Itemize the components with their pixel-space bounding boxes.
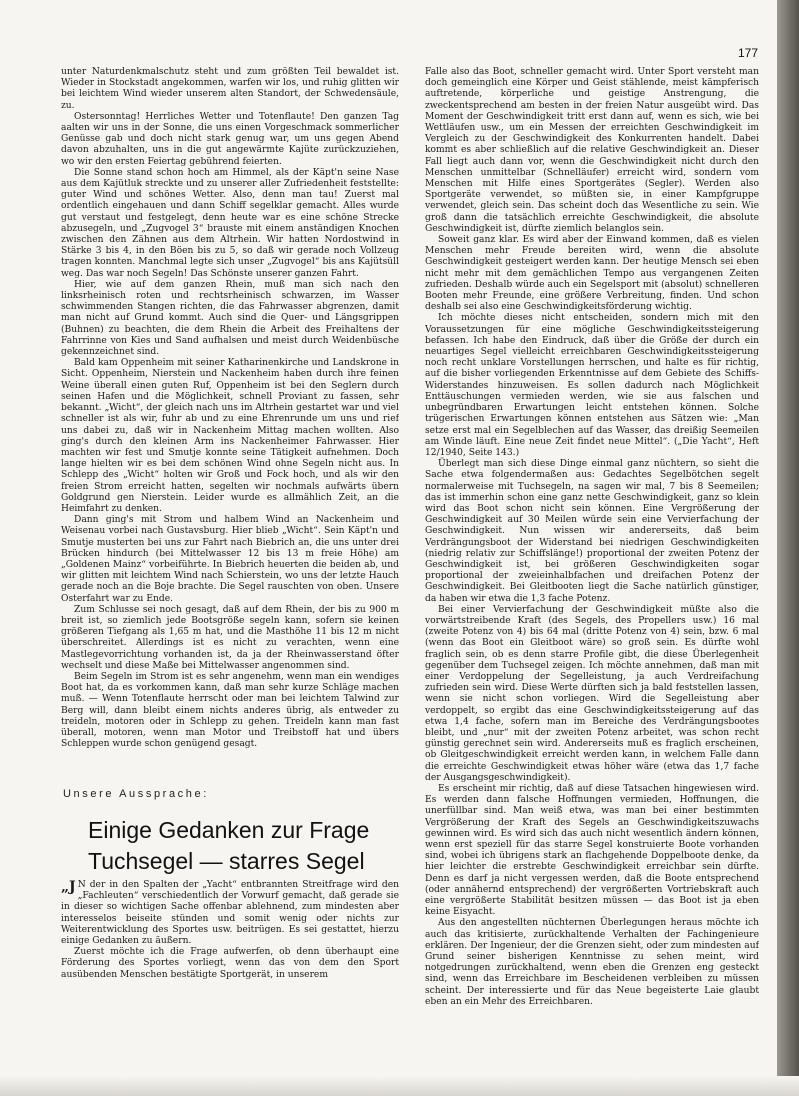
drop-cap: „J [61,880,76,895]
paragraph [61,880,399,947]
paragraph: Überlegt man sich diese Dinge einmal ganz nüchtern, so sieht die Sache etwa folgendermaßen aus: Gedachtes Segelbötchen segelt normalerweise mit Tuchsegeln, na sagen wir mal, 7 bis 8 Seemeilen; das ist immerhin schon eine ganz nette Geschwindigkeit, ganz so klein wird das Boot schon nicht sein können. Eine Vergrößerung der Geschwindigkeit auf 30 Meilen würde sein eine Vervierfachung der Geschwindigkeit. Nun wissen wir andererseits, daß beim Verdrängungsboot der Widerstand bei niedrigen Geschwindigkeiten (niedrig relativ zur Schiffslänge!) proportional der zweiten Potenz der Geschwindigkeit ist, bei größeren Geschwindigkeiten sogar proportional der zweieinhalbfachen und dreifachen Potenz der Geschwindigkeit. Bei Gleitbooten liegt die Sache natürlich günstiger, da haben wir etwa die 1,3 fache Potenz. [425,459,759,604]
paragraph: Ostersonntag! Herrliches Wetter und Totenflaute! Den ganzen Tag aalten wir uns in der Sonne, die uns einen Vorgeschmack sommerlicher Genüsse gab und doch nicht stark genug war, um uns gegen Abend davon abzuhalten, uns in die gut angewärmte Kajüte zurückzuziehen, wo wir den ersten Feiertag gebührend feierten. [61,111,399,167]
paragraph: Dann ging's mit Strom und halbem Wind an Nackenheim und Weisenau vorbei nach Gustavsburg. Hier blieb „Wicht“. Sein Käpt'n und Smutje musterten bei uns zur Fahrt nach Biebrich an, die uns unter drei Brücken hindurch (bei Mittelwasser 12 bis 13 m freie Höhe) am „Goldenen Mainz“ vorbeiführte. In Biebrich heuerten die beiden ab, und wir glitten mit leichtem Wind nach Schierstein, wo uns der letzte Hauch gerade noch an die Boje brachte. Die Segel rauschten von oben. Unsere Osterfahrt war zu Ende. [61,515,399,604]
paragraph-text: N der in den Spalten der „Yacht“ entbrannten Streitfrage wird den „Fachleuten“ verschiedentlich der Vorwurf gemacht, daß gerade sie in dieser so wichtigen Sache offenbar ablehnend, zum mindesten aber interesselos beiseite stünden und somit wenig oder nichts zur Weiterentwicklung des Sportes usw. beitrügen. Es sei gestattet, hierzu einige Gedanken zu äußern. [61,880,399,947]
article-title [88,815,388,877]
paragraph: unter Naturdenkmalschutz steht und zum größten Teil bewaldet ist. Wieder in Stockstadt angekommen, warfen wir los, und ruhig glitten wir bei leichtem Wind wieder unserem alten Standort, der Schwedensäule, zu. [61,67,399,111]
paragraph: Bald kam Oppenheim mit seiner Katharinenkirche und Landskrone in Sicht. Oppenheim, Nierstein und Nackenheim haben durch ihre feinen Weine überall einen guten Ruf, Oppenheim ist bei den Seglern durch seinen Hafen und die Möglichkeit, schnell Proviant zu fassen, sehr bekannt. „Wicht“, der gleich nach uns im Altrhein gestartet war und viel schneller ist als wir, fuhr ab und zu eine Ehrenrunde um uns und rief uns dabei zu, daß wir in Nackenheim Mittag machen wollten. Also ging's durch den kleinen Arm ins Nackenheimer Fahrwasser. Hier machten wir fest und Smutje konnte seine Tätigkeit aufnehmen. Doch lange hielten wir es bei dem schönen Wind ohne Segeln nicht aus. In Schlepp des „Wicht“ holten wir Groß und Fock hoch, und als wir den freien Strom erreicht hatten, segelten wir nochmals aufwärts übern Goldgrund gen Nierstein. Leider wurde es allmählich Zeit, an die Heimfahrt zu denken. [61,358,399,514]
paragraph: Falle also das Boot, schneller gemacht wird. Unter Sport versteht man doch gemeinglich eine Körper und Geist stählende, meist kämpferisch auftretende, körperliche und geistige Anstrengung, die zweckentsprechend am besten in der freien Natur ausgeübt wird. Das Moment der Geschwindigkeit tritt erst dann auf, wenn es sich, wie bei Wettläufen usw., um ein Messen der erreichten Geschwindigkeit im Vergleich zu der Geschwindigkeit des Konkurrenten handelt. Dabei kommt es aber schließlich auf die relative Geschwindigkeit an. Dieser Fall liegt auch dann vor, wenn die Geschwindigkeit nicht durch den Menschen unmittelbar (Schnelläufer) erreicht wird, sondern vom Menschen mit Hilfe eines Sportgerätes (Segler). Werden also Sportgeräte verwendet, so müßten sie, in einer Kampfgruppe verwendet, gleich sein. Das scheint doch das Wesentliche zu sein. Wie groß dann die tatsächlich erreichte Geschwindigkeit, die absolute Geschwindigkeit ist, dürfte ziemlich belanglos sein. [425,67,759,234]
scan-edge-right [777,0,799,1096]
article-title-line: Tuchsegel — starres Segel [88,848,365,874]
paragraph: Die Sonne stand schon hoch am Himmel, als der Käpt'n seine Nase aus dem Kajütluk streckte und zu unserer aller Zufriedenheit feststellte: guter Wind und schönes Wetter. Also, denn man tau! Zuerst mal ordentlich eingehauen und dann Schiff segelklar gemacht. Alles wurde gut verstaut und festgelegt, denn heute war es eine schöne Strecke abzusegeln, und „Zugvogel 3“ brauste mit einem anständigen Knochen zwischen den Zähnen aus dem Altrhein. Wir hatten Nordostwind in Stärke 3 bis 4, in den Böen bis zu 5, so daß wir gerade noch Vollzeug tragen konnten. Manchmal legte sich unser „Zugvogel“ bis ans Kajütsüll weg. Das war noch Segeln! Das Schönste unserer ganzen Fahrt. [61,167,399,279]
article-intro [61,880,399,1060]
right-column [425,67,759,1037]
scan-edge-bottom [0,1076,799,1096]
paragraph: Ich möchte dieses nicht entscheiden, sondern mich mit den Voraussetzungen für eine mögliche Geschwindigkeitssteigerung befassen. Ich habe den Eindruck, daß über die Größe der durch ein neuartiges Segel vielleicht erreichbaren Geschwindigkeitssteigerung noch recht unklare Vorstellungen herrschen, und halte es für richtig, auf die bisher vorliegenden Erkenntnisse auf dem Gebiete des Schiffs-Widerstandes hinzuweisen. Es sollen dadurch nach Möglichkeit Enttäuschungen vermieden werden, wie sie aus falschen und unbegründbaren Erwartungen leicht entstehen können. Solche trügerischen Erwartungen können entstehen aus Sätzen wie: „Man setze erst mal ein Segelblechen auf das Wasser, das dreißig Seemeilen am Winde läuft. Eine neue Zeit findet neue Mittel“. („Die Yacht“, Heft 12/1940, Seite 143.) [425,313,759,458]
paragraph: Aus den angestellten nüchternen Überlegungen heraus möchte ich auch das kritisierte, zurückhaltende Verhalten der Fachingenieure erklären. Der Ingenieur, der die Grenzen sieht, oder zum mindesten auf Grund seiner bisherigen Kenntnisse zu sehen meint, wird notgedrungen zurückhaltend, wenn eben die Grenzen eng gesteckt sind, wenn das Erreichbare im Bescheidenen verbleiben zu müssen scheint. Der interessierte und für das Neue begeisterte Laie glaubt eben an ein Mehr des Erreichbaren. [425,918,759,1007]
page-number: 177 [738,46,759,60]
article-title-line: Einige Gedanken zur Frage [88,817,370,843]
paragraph: Zum Schlusse sei noch gesagt, daß auf dem Rhein, der bis zu 900 m breit ist, so ziemlich jede Bootsgröße segeln kann, sofern sie keinen größeren Tiefgang als 1,65 m hat, und die Masthöhe 11 bis 12 m nicht überschreitet. Allerdings ist es nicht zu verachten, wenn eine Mastlegevorrichtung vorhanden ist, da ja der Rheinwasserstand öfter wechselt und diese Maße bei Mittelwasser angenommen sind. [61,604,399,671]
paragraph: Beim Segeln im Strom ist es sehr angenehm, wenn man ein wendiges Boot hat, da es vorkommen kann, daß man sehr kurze Schläge machen muß. — Wenn Totenflaute herrscht oder man bei leichtem Talwind zur Berg will, dann bleibt einem nichts anderes übrig, als entweder zu treideln, motoren oder in Schlepp zu gehen. Treideln kann man fast überall, motoren, wenn man Motor und Treibstoff hat und übers Schleppen wurde schon genügend gesagt. [61,671,399,750]
paragraph: Soweit ganz klar. Es wird aber der Einwand kommen, daß es vielen Menschen mehr Freude bereiten wird, wenn die absolute Geschwindigkeit gesteigert werden kann. Der heutige Mensch sei eben nicht mehr mit dem gemächlichen Tempo aus vergangenen Zeiten zufrieden. Deshalb würde auch ein Segelsport mit (absolut) schnelleren Booten mehr Freunde, eine größere Verbreitung, finden. Und schon deshalb sei also eine Geschwindigkeitsförderung wichtig. [425,235,759,313]
paragraph: Bei einer Vervierfachung der Geschwindigkeit müßte also die vorwärtstreibende Kraft (des Segels, des Propellers usw.) 16 mal (zweite Potenz von 4) bis 64 mal (dritte Potenz von 4) sein, bzw. 6 mal (wenn das Boot ein Gleitboot wäre) so groß sein. Es dürfte wohl fraglich sein, ob es denn starre Profile gibt, die diese Überlegenheit gegenüber dem Tuchsegel zeigen. Ich möchte annehmen, daß man mit einer Verdoppelung der Segelleistung, ja auch Verdreifachung zufrieden sein wird. Diese Werte dürften sich ja bald feststellen lassen, wenn sie nicht schon vorliegen. Wird die Segelleistung aber verdoppelt, so ergibt das eine Geschwindigkeitssteigerung auf das etwa 1,4 fache, sofern man im Bereiche des Verdrängungsbootes bleibt, und „nur“ mit der zweiten Potenz arbeitet, was schon recht günstig gerechnet sein wird. Andererseits muß es fraglich erscheinen, ob Gleitgeschwindigkeit erreicht werden kann, in welchem Falle dann die erreichte Geschwindigkeit etwas höher wäre (etwa das 1,7 fache der Ausgangsgeschwindigkeit). [425,604,759,783]
paragraph: Hier, wie auf dem ganzen Rhein, muß man sich nach den linksrheinisch roten und rechtsrheinisch schwarzen, im Wasser schwimmenden Stangen richten, die das Fahrwasser abgrenzen, damit man nicht auf Grund kommt. Auch sind die Quer- und Längsgrippen (Buhnen) zu beachten, die dem Rhein die Arbeit des Freihaltens der Fahrrinne von Kies und Sand aufhalsen und meist durch Weidenbüsche gekennzeichnet sind. [61,279,399,358]
section-label: Unsere Aussprache: [63,788,209,800]
paragraph: Es erscheint mir richtig, daß auf diese Tatsachen hingewiesen wird. Es werden dann falsche Hoffnungen vermieden, Hoffnungen, die unerfüllbar sind. Man weiß etwa, was man bei einer bestimmten Vergrößerung der Kraft des Segels an Geschwindigkeitszuwachs gewinnen wird. Es wird sich das auch nicht wesentlich ändern können, wenn erst speziell für das starre Segel konstruierte Boote vorhanden sind, wobei ich übrigens stark an flachgehende Doppelboote denke, da hier leichter die erstrebte Geschwindigkeit erreichbar sein dürfte. Denn es darf ja nicht vergessen werden, daß die Boote entsprechend (oder annähernd entsprechend) der vergrößerten Vortriebskraft auch eine vergrößerte Stabilität besitzen müssen — das Boot ist ja eben keine Eisyacht. [425,784,759,918]
paragraph: Zuerst möchte ich die Frage aufwerfen, ob denn überhaupt eine Förderung des Sportes vorliegt, wenn das von dem den Sport ausübenden Menschen bestätigte Sportgerät, in unserem [61,947,399,980]
